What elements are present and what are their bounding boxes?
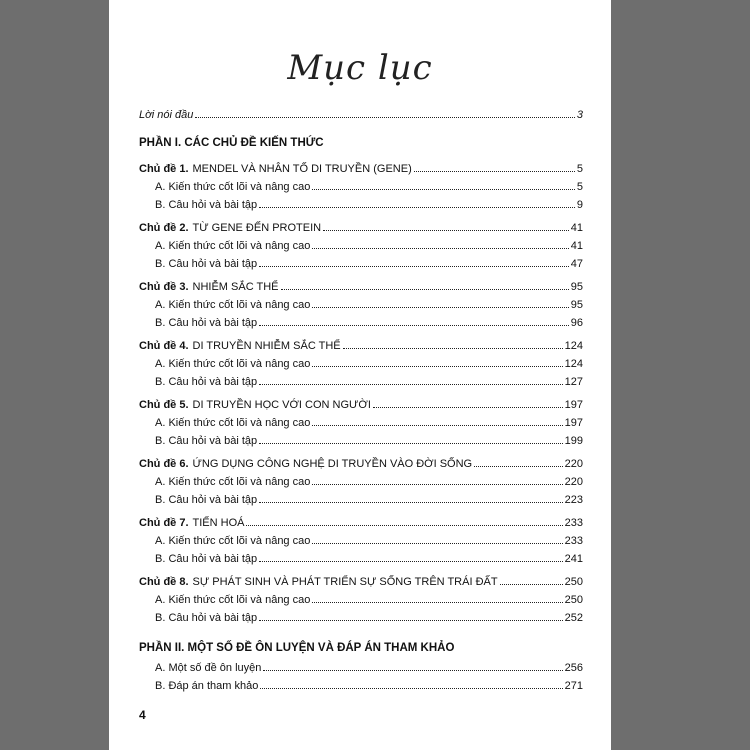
toc-entry-page: 220 <box>564 476 583 488</box>
toc-part-1 <box>139 137 583 154</box>
chapter-title: DI TRUYỀN NHIỄM SẮC THỂ <box>192 340 341 352</box>
subentry-label: B. Câu hỏi và bài tập <box>155 199 258 211</box>
toc-entry-label: Lời nói đầu <box>139 109 194 121</box>
subentry-label: A. Kiến thức cốt lõi và nâng cao <box>155 358 311 370</box>
subentry-label: B. Câu hỏi và bài tập <box>155 494 258 506</box>
toc-entry-page: 41 <box>570 240 583 252</box>
dot-leader <box>259 561 563 562</box>
toc-chapter-5 <box>139 399 583 416</box>
dot-leader <box>312 366 562 367</box>
dot-leader <box>343 348 563 349</box>
chapter-number: Chủ đề 3. <box>139 281 189 293</box>
toc-entry-page: 5 <box>576 163 583 175</box>
subentry-label: A. Kiến thức cốt lõi và nâng cao <box>155 594 311 606</box>
subentry-label: A. Kiến thức cốt lõi và nâng cao <box>155 240 311 252</box>
subentry-label: A. Kiến thức cốt lõi và nâng cao <box>155 535 311 547</box>
dot-leader <box>312 484 562 485</box>
dot-leader <box>474 466 563 467</box>
toc-entry-page: 5 <box>576 181 583 193</box>
toc-part-2 <box>139 642 583 659</box>
dot-leader <box>259 443 563 444</box>
chapter-title: TỪ GENE ĐẾN PROTEIN <box>192 222 322 234</box>
subentry-label: B. Câu hỏi và bài tập <box>155 376 258 388</box>
chapter-number: Chủ đề 4. <box>139 340 189 352</box>
toc-subentry <box>139 435 583 452</box>
chapter-number: Chủ đề 7. <box>139 517 189 529</box>
dot-leader <box>312 189 575 190</box>
dot-leader <box>259 502 563 503</box>
page-number: 4 <box>139 708 146 722</box>
toc-entry-page: 95 <box>570 299 583 311</box>
toc-entry-page: 47 <box>570 258 583 270</box>
chapter-number: Chủ đề 8. <box>139 576 189 588</box>
chapter-title: MENDEL VÀ NHÂN TỐ DI TRUYỀN (GENE) <box>192 163 412 175</box>
toc-entry-page: 95 <box>570 281 583 293</box>
toc-chapter-8 <box>139 576 583 593</box>
toc-subentry <box>139 494 583 511</box>
dot-leader <box>312 248 568 249</box>
dot-leader <box>259 325 569 326</box>
toc-subentry <box>139 680 583 697</box>
dot-leader <box>323 230 569 231</box>
toc-subentry <box>139 376 583 393</box>
subentry-label: A. Kiến thức cốt lõi và nâng cao <box>155 417 311 429</box>
toc-entry-preface <box>139 109 583 126</box>
dot-leader <box>500 584 563 585</box>
toc-subentry <box>139 299 583 316</box>
toc-entry-page: 124 <box>564 340 583 352</box>
dot-leader <box>263 670 562 671</box>
page-title: Mục lục <box>287 48 433 88</box>
chapter-number: Chủ đề 6. <box>139 458 189 470</box>
toc-subentry <box>139 317 583 334</box>
dot-leader <box>312 602 562 603</box>
subentry-label: A. Kiến thức cốt lõi và nâng cao <box>155 299 311 311</box>
subentry-label: A. Kiến thức cốt lõi và nâng cao <box>155 181 311 193</box>
chapter-title: DI TRUYỀN HỌC VỚI CON NGƯỜI <box>192 399 371 411</box>
toc-entry-page: 96 <box>570 317 583 329</box>
toc-chapter-6 <box>139 458 583 475</box>
toc-chapter-1 <box>139 163 583 180</box>
toc-subentry <box>139 662 583 679</box>
dot-leader <box>259 207 575 208</box>
dot-leader <box>259 266 569 267</box>
toc-entry-page: 9 <box>576 199 583 211</box>
toc-subentry <box>139 594 583 611</box>
toc-entry-page: 223 <box>564 494 583 506</box>
toc-subentry <box>139 258 583 275</box>
dot-leader <box>260 688 562 689</box>
part-heading: PHẦN II. MỘT SỐ ĐỀ ÔN LUYỆN VÀ ĐÁP ÁN THAM KHẢO <box>139 642 455 654</box>
toc-subentry <box>139 199 583 216</box>
chapter-number: Chủ đề 2. <box>139 222 189 234</box>
chapter-title: NHIỄM SẮC THỂ <box>192 281 279 293</box>
toc-subentry <box>139 535 583 552</box>
toc-entry-page: 241 <box>564 553 583 565</box>
toc-subentry <box>139 476 583 493</box>
toc-entry-page: 233 <box>564 535 583 547</box>
toc-entry-page: 199 <box>564 435 583 447</box>
subentry-label: A. Một số đề ôn luyện <box>155 662 262 674</box>
subentry-label: B. Câu hỏi và bài tập <box>155 553 258 565</box>
toc-entry-page: 220 <box>564 458 583 470</box>
toc-entry-page: 233 <box>564 517 583 529</box>
toc-chapter-3 <box>139 281 583 298</box>
toc-entry-page: 3 <box>576 109 583 121</box>
dot-leader <box>312 543 562 544</box>
toc-subentry <box>139 612 583 629</box>
toc-entry-page: 250 <box>564 576 583 588</box>
chapter-number: Chủ đề 5. <box>139 399 189 411</box>
toc-entry-page: 256 <box>564 662 583 674</box>
dot-leader <box>414 171 575 172</box>
subentry-label: B. Câu hỏi và bài tập <box>155 435 258 447</box>
toc-chapter-4 <box>139 340 583 357</box>
dot-leader <box>373 407 563 408</box>
subentry-label: B. Đáp án tham khảo <box>155 680 259 692</box>
subentry-label: B. Câu hỏi và bài tập <box>155 258 258 270</box>
dot-leader <box>312 425 562 426</box>
dot-leader <box>281 289 569 290</box>
book-page <box>109 0 611 750</box>
toc-entry-page: 271 <box>564 680 583 692</box>
dot-leader <box>195 117 575 118</box>
chapter-title: TIẾN HOÁ <box>192 517 245 529</box>
dot-leader <box>312 307 568 308</box>
toc-entry-page: 252 <box>564 612 583 624</box>
toc-subentry <box>139 417 583 434</box>
subentry-label: A. Kiến thức cốt lõi và nâng cao <box>155 476 311 488</box>
toc-entry-page: 250 <box>564 594 583 606</box>
toc-entry-page: 197 <box>564 417 583 429</box>
chapter-title: ỨNG DỤNG CÔNG NGHỆ DI TRUYỀN VÀO ĐỜI SỐNG <box>192 458 473 470</box>
part-heading: PHẦN I. CÁC CHỦ ĐỀ KIẾN THỨC <box>139 137 324 149</box>
left-margin-band <box>0 0 109 750</box>
toc-entry-page: 124 <box>564 358 583 370</box>
toc-chapter-7 <box>139 517 583 534</box>
subentry-label: B. Câu hỏi và bài tập <box>155 317 258 329</box>
chapter-number: Chủ đề 1. <box>139 163 189 175</box>
right-margin-band <box>611 0 750 750</box>
chapter-title: SỰ PHÁT SINH VÀ PHÁT TRIỂN SỰ SỐNG TRÊN TRÁI ĐẤT <box>192 576 498 588</box>
toc-entry-page: 127 <box>564 376 583 388</box>
subentry-label: B. Câu hỏi và bài tập <box>155 612 258 624</box>
dot-leader <box>259 384 563 385</box>
toc-subentry <box>139 181 583 198</box>
dot-leader <box>246 525 562 526</box>
toc-subentry <box>139 240 583 257</box>
toc-subentry <box>139 553 583 570</box>
toc-subentry <box>139 358 583 375</box>
dot-leader <box>259 620 563 621</box>
toc-entry-page: 197 <box>564 399 583 411</box>
toc-chapter-2 <box>139 222 583 239</box>
toc-entry-page: 41 <box>570 222 583 234</box>
